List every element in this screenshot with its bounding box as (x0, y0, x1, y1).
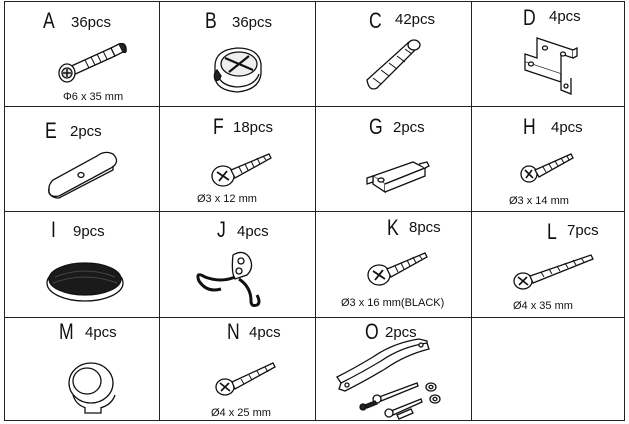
felt-pad-icon (45, 255, 135, 305)
part-j-qty: 4pcs (237, 223, 269, 240)
part-a-letter: A (43, 8, 55, 33)
part-a-cell (5, 2, 159, 106)
part-e-qty: 2pcs (70, 123, 102, 140)
part-k-cell (315, 211, 471, 317)
part-n-dimension: Ø4 x 25 mm (211, 407, 271, 419)
part-i-cell (5, 211, 159, 317)
cam-bolt-icon (51, 36, 131, 86)
part-b-qty: 36pcs (232, 14, 273, 31)
part-j-cell (159, 211, 315, 317)
part-i-qty: 9pcs (73, 223, 105, 240)
part-h-cell (471, 106, 625, 211)
empty-cell (471, 317, 625, 421)
part-k-letter: K (387, 215, 399, 240)
part-h-letter: H (523, 114, 536, 139)
part-b-letter: B (205, 8, 217, 33)
part-d-qty: 4pcs (549, 8, 581, 25)
part-f-cell (159, 106, 315, 211)
part-d-letter: D (523, 5, 536, 30)
anti-tip-kit-icon (335, 339, 465, 419)
part-c-letter: C (369, 8, 382, 33)
part-n-letter: N (227, 319, 240, 344)
hinge-bracket-icon (515, 30, 585, 100)
part-m-cell (5, 317, 159, 421)
part-b-cell (159, 2, 315, 106)
part-h-dimension: Ø3 x 14 mm (509, 195, 569, 207)
part-c-cell (315, 2, 471, 106)
part-m-letter: M (59, 319, 74, 344)
part-g-cell (315, 106, 471, 211)
magnetic-catch-icon (365, 154, 435, 194)
part-a-dimension: Φ6 x 35 mm (63, 91, 124, 103)
part-e-cell (5, 106, 159, 211)
long-screw-icon (511, 251, 601, 296)
screw-icon (365, 249, 435, 294)
part-g-letter: G (369, 114, 383, 139)
part-a-qty: 36pcs (71, 14, 112, 31)
part-k-qty: 8pcs (409, 219, 441, 236)
part-g-qty: 2pcs (393, 119, 425, 136)
part-e-letter: E (45, 118, 57, 143)
part-c-qty: 42pcs (395, 11, 436, 28)
screw-icon (209, 150, 279, 195)
part-d-cell (471, 2, 625, 106)
double-hook-icon (193, 247, 283, 307)
part-o-qty: 2pcs (385, 324, 417, 341)
part-f-letter: F (213, 114, 224, 139)
part-l-qty: 7pcs (567, 222, 599, 239)
knob-icon (63, 355, 123, 415)
part-l-cell (471, 211, 625, 317)
long-screw-icon (213, 357, 283, 402)
part-o-cell (315, 317, 471, 421)
part-l-dimension: Ø4 x 35 mm (513, 300, 573, 312)
part-i-letter: I (51, 217, 56, 242)
part-m-qty: 4pcs (85, 324, 117, 341)
screw-icon (519, 150, 579, 190)
part-f-dimension: Ø3 x 12 mm (197, 193, 257, 205)
wood-dowel-icon (359, 36, 429, 96)
part-n-cell (159, 317, 315, 421)
part-k-dimension: Ø3 x 16 mm(BLACK) (341, 297, 445, 309)
part-f-qty: 18pcs (233, 119, 274, 136)
part-n-qty: 4pcs (249, 324, 281, 341)
cam-lock-icon (209, 44, 269, 94)
oval-plate-icon (45, 150, 125, 200)
part-j-letter: J (217, 217, 226, 242)
part-h-qty: 4pcs (551, 119, 583, 136)
part-o-letter: O (365, 319, 379, 344)
part-l-letter: L (547, 219, 557, 244)
